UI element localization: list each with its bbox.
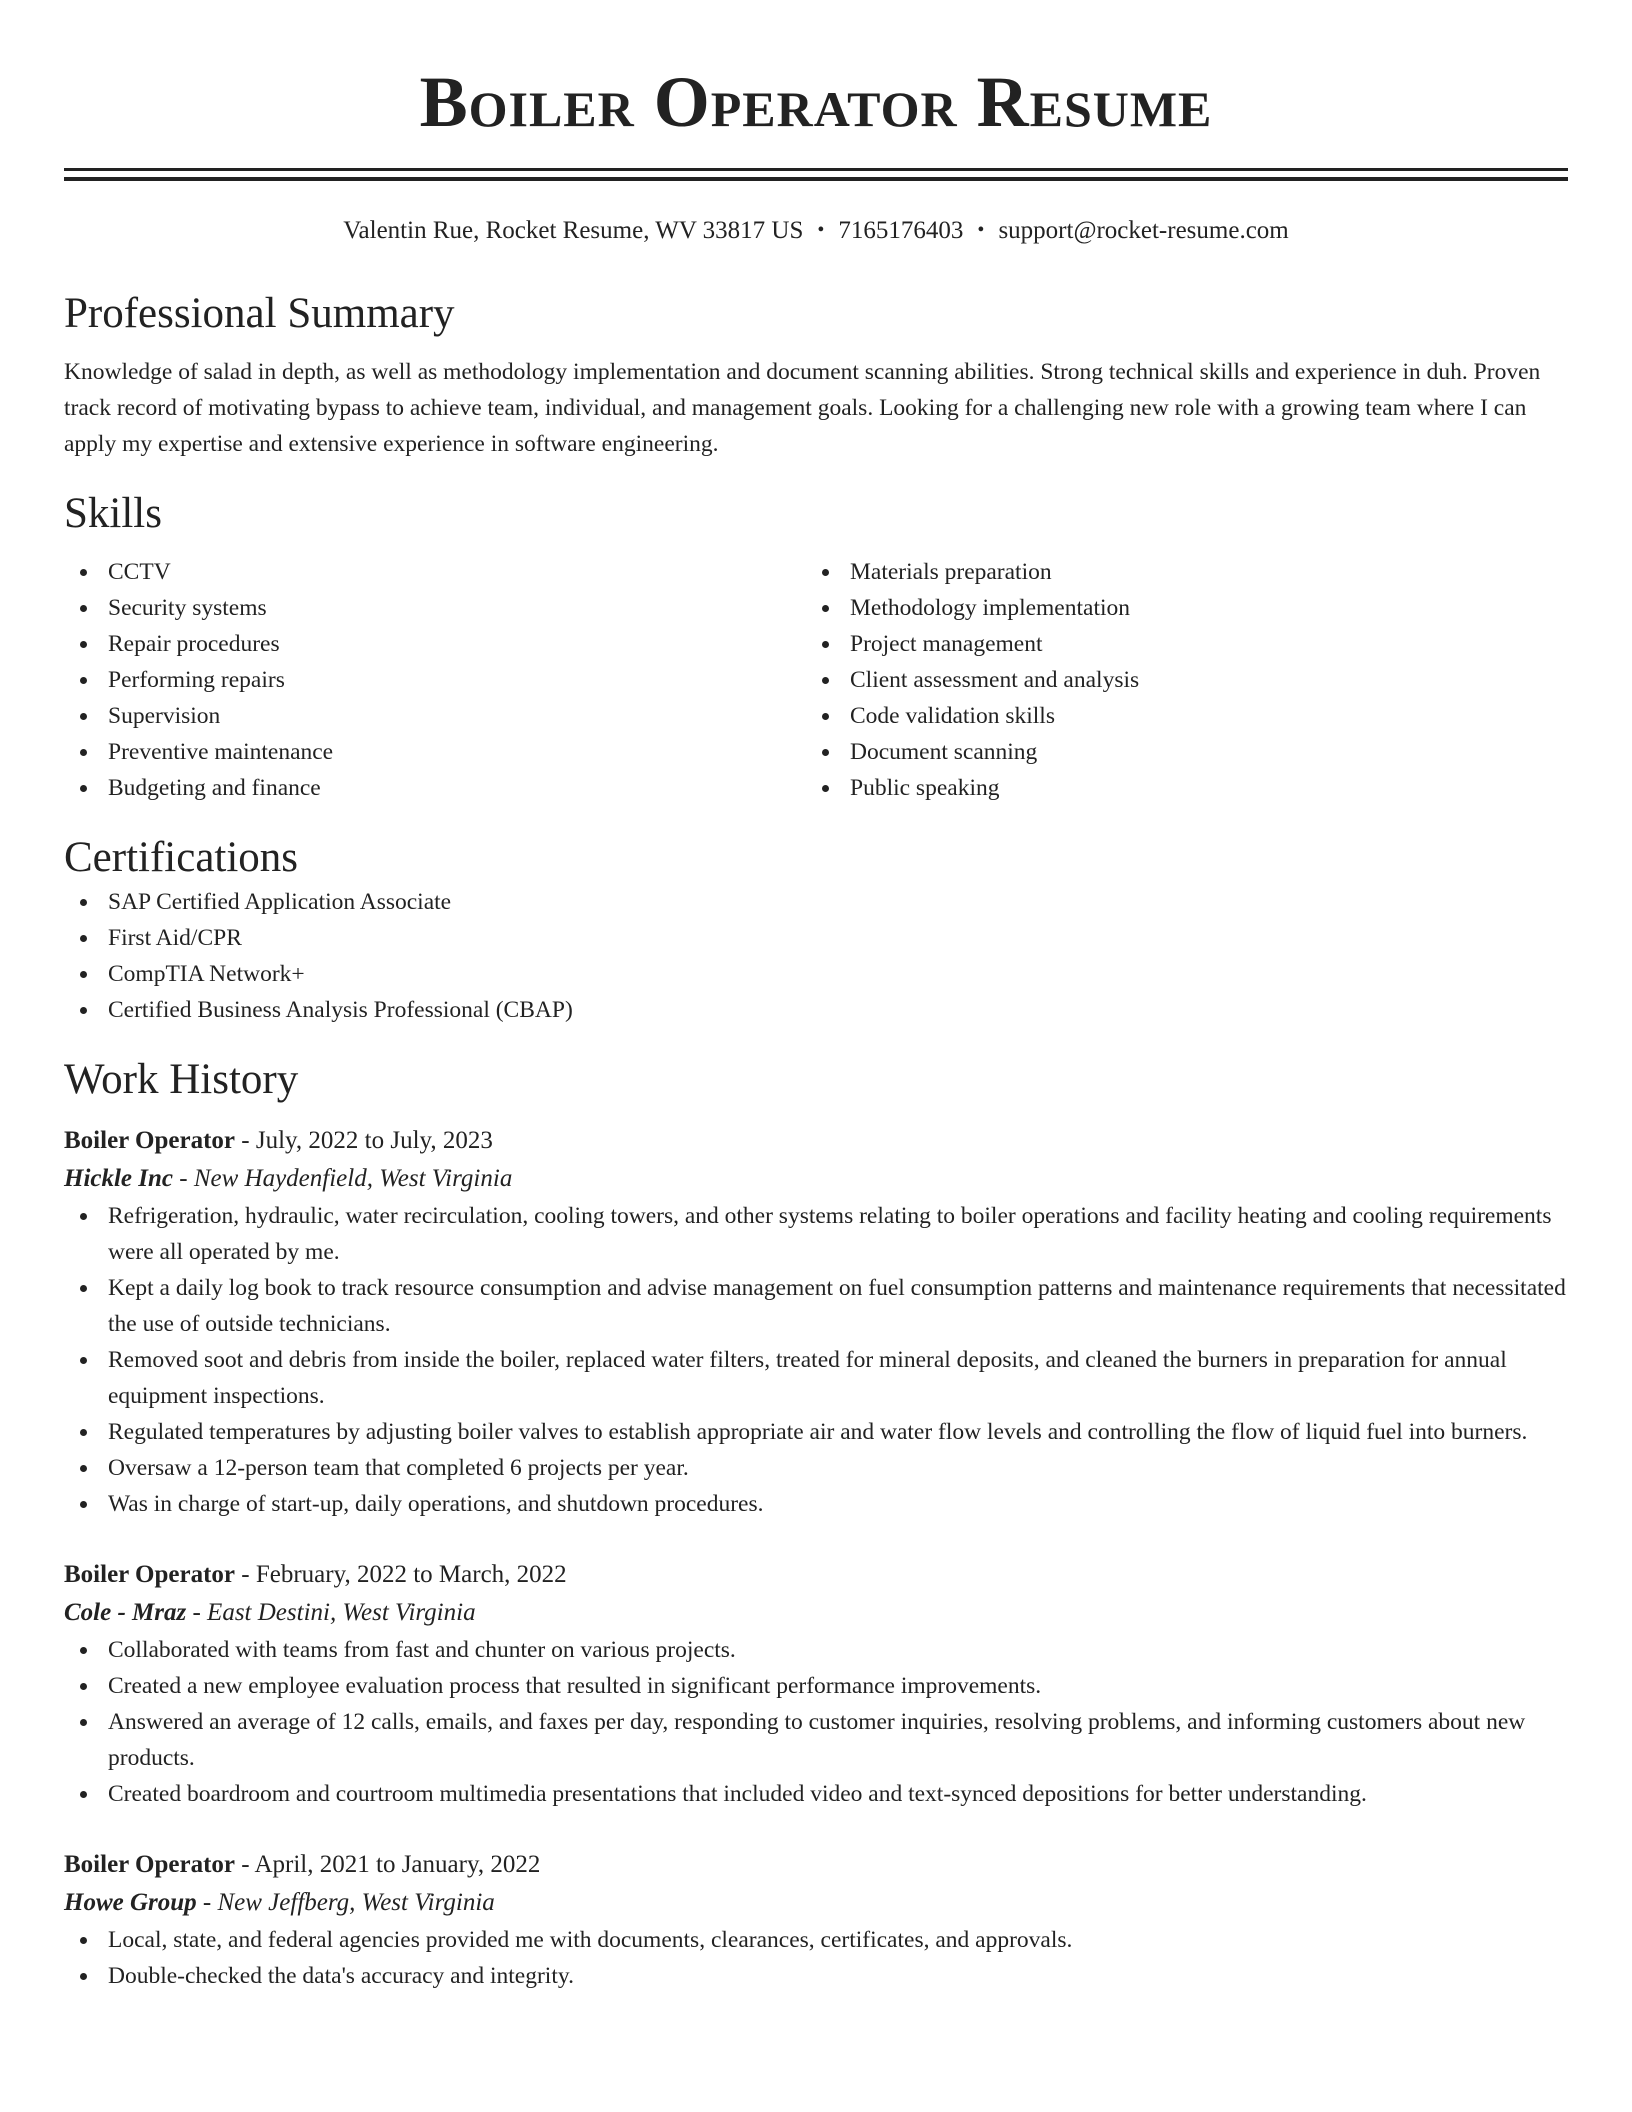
skill-item: Supervision [64,698,806,734]
job-role: Boiler Operator [64,1851,236,1878]
skill-item: Code validation skills [806,698,1548,734]
job-company-line [64,1160,1568,1198]
job-location: - New Jeffberg, West Virginia [196,1889,495,1916]
contact-separator: • [977,219,985,241]
skill-item: Public speaking [806,770,1548,806]
job-duty: Removed soot and debris from inside the boiler, replaced water filters, treated for mineral deposits, and cleaned the burners in preparation for annual equipment inspections. [64,1342,1568,1414]
skill-item: Methodology implementation [806,590,1548,626]
skill-item: Preventive maintenance [64,734,806,770]
skills-column-left [64,554,806,806]
job-location: - East Destini, West Virginia [186,1599,476,1626]
skill-item: Document scanning [806,734,1548,770]
skill-item: Repair procedures [64,626,806,662]
job-duties-list [64,1922,1568,1994]
job-duty: Double-checked the data's accuracy and integrity. [64,1958,1568,1994]
skill-item: Client assessment and analysis [806,662,1548,698]
certifications-list [64,884,1568,1028]
job-title-line [64,1556,1568,1594]
job-entry [64,1846,1568,1994]
job-company-line [64,1884,1568,1922]
job-dates: - April, 2021 to January, 2022 [235,1851,541,1878]
skill-item: Budgeting and finance [64,770,806,806]
job-entry [64,1556,1568,1812]
job-duty: Created boardroom and courtroom multimedia presentations that included video and text-synced depositions for better understanding. [64,1776,1568,1812]
job-duty: Refrigeration, hydraulic, water recirculation, cooling towers, and other systems relating to boiler operations and facility heating and cooling requirements were all operated by me. [64,1198,1568,1270]
skill-item: Materials preparation [806,554,1548,590]
certification-item: SAP Certified Application Associate [64,884,1568,920]
skill-item: Security systems [64,590,806,626]
certifications-heading: Certifications [64,834,299,881]
job-company-line [64,1594,1568,1632]
skill-item: Project management [806,626,1548,662]
job-duty: Kept a daily log book to track resource consumption and advise management on fuel consumption patterns and maintenance requirements that necessitated the use of outside technicians. [64,1270,1568,1342]
summary-text: Knowledge of salad in depth, as well as methodology implementation and document scanning abilities. Strong technical skills and experience in duh. Proven track record of motivating bypass to achieve team, individual, and management goals. Looking for a challenging new role with a growing team where I can apply my expertise and extensive experience in software engineering. [64,359,1541,457]
job-duty: Answered an average of 12 calls, emails, and faxes per day, responding to customer inquiries, resolving problems, and informing customers about new products. [64,1704,1568,1776]
certification-item: Certified Business Analysis Professional (CBAP) [64,992,1568,1028]
job-duty: Collaborated with teams from fast and chunter on various projects. [64,1632,1568,1668]
job-duties-list [64,1198,1568,1522]
contact-line [64,215,1568,248]
summary-heading: Professional Summary [64,290,455,337]
skill-item: CCTV [64,554,806,590]
job-duty: Regulated temperatures by adjusting boiler valves to establish appropriate air and water flow levels and controlling the flow of liquid fuel into burners. [64,1414,1568,1450]
job-duty: Local, state, and federal agencies provided me with documents, clearances, certificates, and approvals. [64,1922,1568,1958]
job-dates: - July, 2022 to July, 2023 [235,1127,493,1154]
page-title: Boiler Operator Resume [419,62,1213,142]
job-entry [64,1122,1568,1522]
skill-item: Performing repairs [64,662,806,698]
job-company: Hickle Inc [64,1165,174,1192]
job-title-line [64,1122,1568,1160]
contact-email: support@rocket-resume.com [998,217,1289,244]
certification-item: First Aid/CPR [64,920,1568,956]
title-divider-bottom [64,177,1568,181]
job-company: Howe Group [64,1889,197,1916]
title-divider-top [64,168,1568,171]
certification-item: CompTIA Network+ [64,956,1568,992]
job-location: - New Haydenfield, West Virginia [173,1165,513,1192]
contact-phone: 7165176403 [838,217,964,244]
resume-page [64,0,1568,1994]
job-duties-list [64,1632,1568,1812]
job-duty: Created a new employee evaluation process that resulted in significant performance improvements. [64,1668,1568,1704]
work-history-heading: Work History [64,1056,299,1103]
job-company: Cole - Mraz [64,1599,187,1626]
job-duty: Was in charge of start-up, daily operations, and shutdown procedures. [64,1486,1568,1522]
job-role: Boiler Operator [64,1127,236,1154]
job-dates: - February, 2022 to March, 2022 [235,1561,567,1588]
skills-list [64,554,1568,806]
skills-heading: Skills [64,490,162,537]
job-title-line [64,1846,1568,1884]
contact-separator: • [817,219,825,241]
job-role: Boiler Operator [64,1561,236,1588]
contact-address: Valentin Rue, Rocket Resume, WV 33817 US [343,217,804,244]
job-duty: Oversaw a 12-person team that completed 6 projects per year. [64,1450,1568,1486]
skills-column-right [806,554,1548,806]
